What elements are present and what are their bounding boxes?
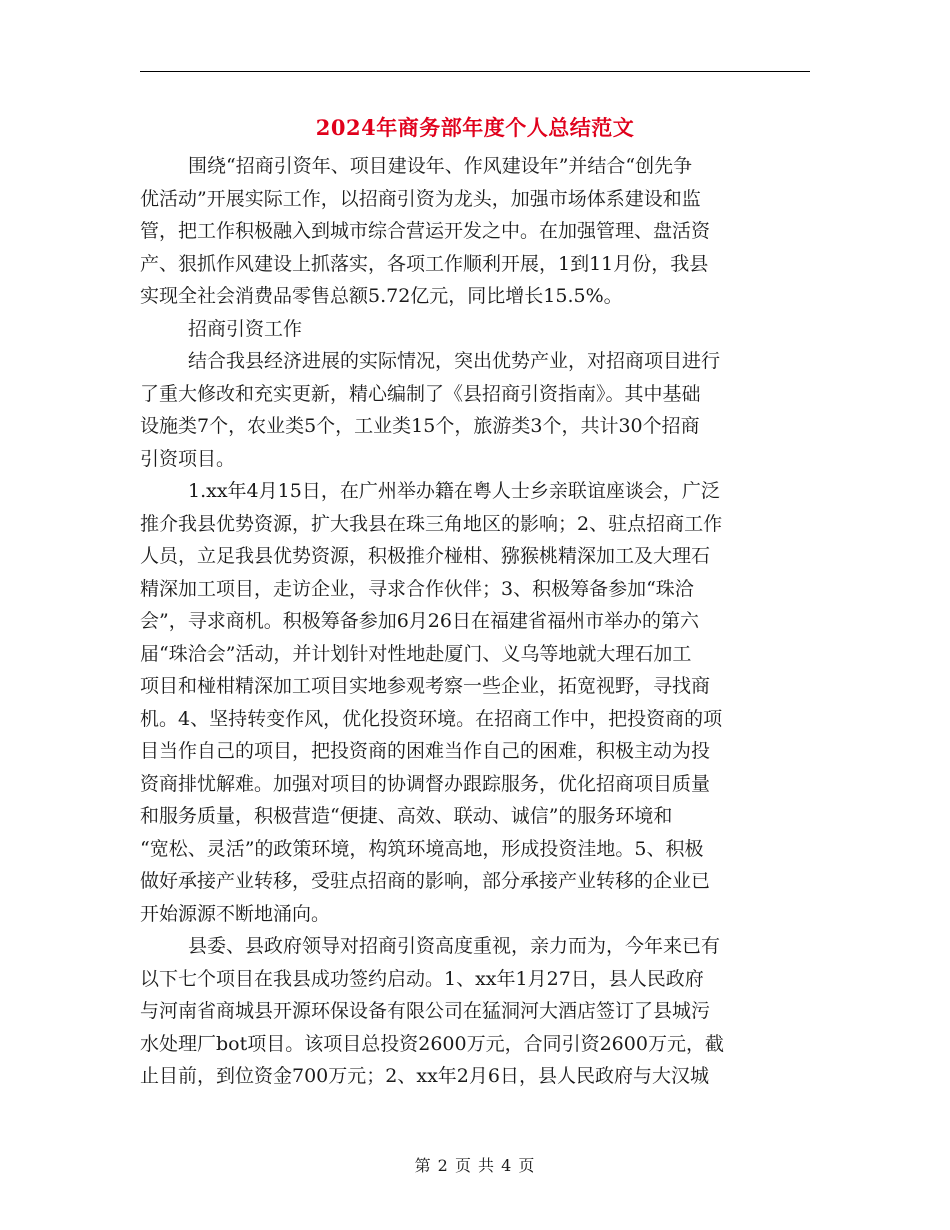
paragraph — [140, 345, 810, 475]
text-line: 1.xx年4月15日，在广州举办籍在粤人士乡亲联谊座谈会，广泛 — [188, 480, 720, 502]
text-line: 以下七个项目在我县成功签约启动。1、xx年1月27日，县人民政府 — [140, 967, 704, 990]
text-line: 推介我县优势资源，扩大我县在珠三角地区的影响；2、驻点招商工作 — [140, 512, 723, 535]
paragraph — [140, 475, 810, 930]
text-line: 实现全社会消费品零售总额5.72亿元，同比增长15.5%。 — [140, 285, 623, 307]
paragraph — [140, 313, 810, 346]
document-title: 2024年商务部年度个人总结范文 — [315, 115, 635, 140]
text-line: 招商引资工作 — [188, 317, 303, 340]
text-line: 做好承接产业转移，受驻点招商的影响，部分承接产业转移的企业已 — [140, 870, 711, 892]
text-line: 目当作自己的项目，把投资商的困难当作自己的困难，积极主动为投 — [140, 740, 711, 762]
text-line: 项目和椪柑精深加工项目实地参观考察一些企业，拓宽视野，寻找商 — [140, 675, 711, 697]
text-line: 优活动”开展实际工作，以招商引资为龙头，加强市场体系建设和监 — [140, 187, 701, 210]
text-line: 管，把工作积极融入到城市综合营运开发之中。在加强管理、盘活资 — [140, 220, 711, 242]
document-body — [140, 150, 810, 1093]
text-line: 人员，立足我县优势资源，积极推介椪柑、猕猴桃精深加工及大理石 — [140, 545, 711, 567]
text-line: 与河南省商城县开源环保设备有限公司在猛洞河大酒店签订了县城污 — [140, 1000, 711, 1022]
text-line: 了重大修改和充实更新，精心编制了《县招商引资指南》。其中基础 — [140, 382, 701, 405]
page-footer: 第 2 页 共 4 页 — [414, 1156, 536, 1175]
paragraph — [140, 930, 810, 1093]
text-line: 引资项目。 — [140, 447, 236, 470]
text-line: 会”，寻求商机。积极筹备参加6月26日在福建省福州市举办的第六 — [140, 610, 699, 632]
text-line: 产、狠抓作风建设上抓落实，各项工作顺利开展，1到11月份，我县 — [140, 252, 709, 275]
text-line: 资商排忧解难。加强对项目的协调督办跟踪服务，优化招商项目质量 — [140, 772, 711, 795]
text-line: 开始源源不断地涌向。 — [140, 902, 331, 925]
paragraph — [140, 150, 810, 313]
text-line: 县委、县政府领导对招商引资高度重视，亲力而为，今年来已有 — [188, 935, 721, 957]
text-line: 和服务质量，积极营造“便捷、高效、联动、诚信”的服务环境和 — [140, 805, 673, 827]
text-line: 围绕“招商引资年、项目建设年、作风建设年”并结合“创先争 — [188, 155, 693, 177]
text-line: 水处理厂bot项目。该项目总投资2600万元，合同引资2600万元，截 — [140, 1032, 724, 1055]
text-line: 设施类7个，农业类5个，工业类15个，旅游类3个，共计30个招商 — [140, 415, 700, 437]
text-line: 机。4、坚持转变作风，优化投资环境。在招商工作中，把投资商的项 — [140, 707, 723, 730]
header-rule — [140, 71, 810, 72]
text-line: 届“珠洽会”活动，并计划针对性地赴厦门、义乌等地就大理石加工 — [140, 642, 692, 665]
text-line: 精深加工项目，走访企业，寻求合作伙伴；3、积极筹备参加“珠洽 — [140, 577, 694, 600]
text-line: “宽松、灵活”的政策环境，构筑环境高地，形成投资洼地。5、积极 — [140, 837, 704, 860]
text-line: 止目前，到位资金700万元；2、xx年2月6日，县人民政府与大汉城 — [140, 1065, 709, 1087]
text-line: 结合我县经济进展的实际情况，突出优势产业，对招商项目进行 — [188, 350, 721, 372]
